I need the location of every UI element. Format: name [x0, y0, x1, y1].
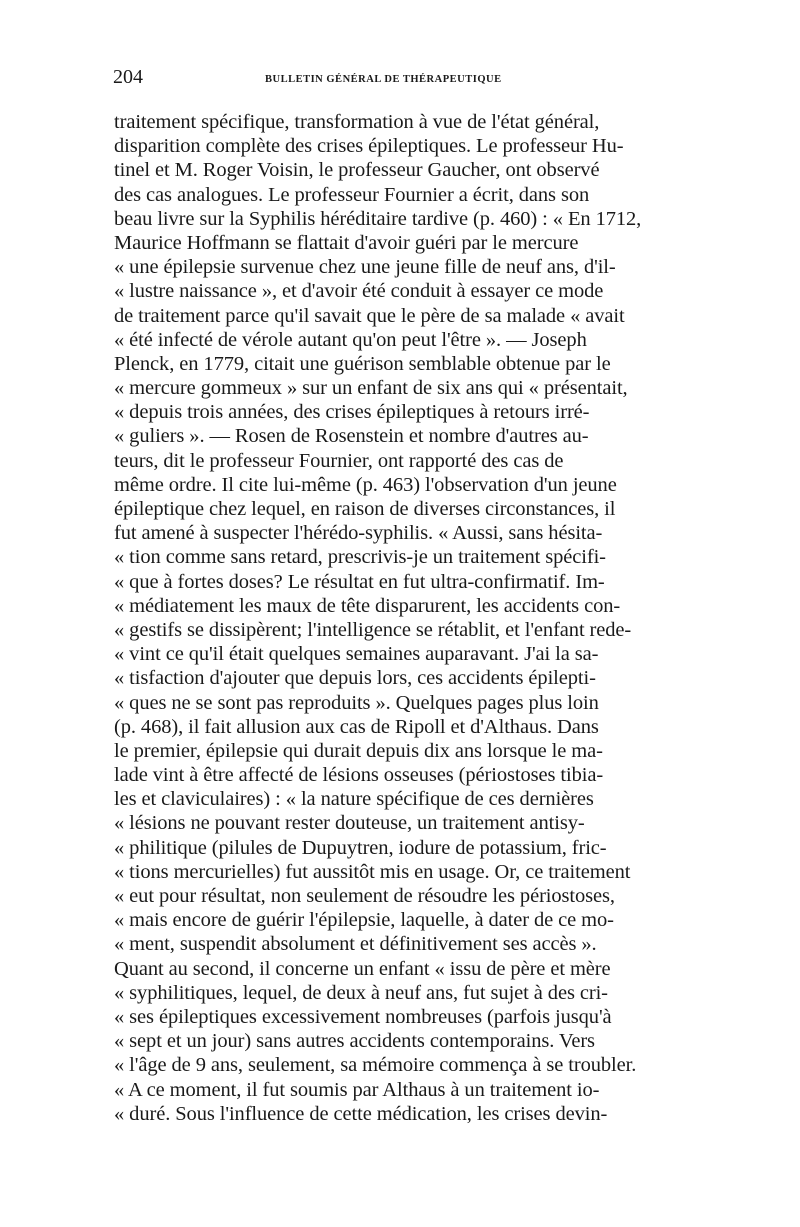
text-line: même ordre. Il cite lui-même (p. 463) l'observation d'un jeune [114, 473, 617, 496]
text-line: « gestifs se dissipèrent; l'intelligence se rétablit, et l'enfant rede- [114, 618, 632, 641]
text-line: traitement spécifique, transformation à vue de l'état général, [114, 111, 600, 133]
page-header [113, 66, 693, 96]
text-line: beau livre sur la Syphilis héréditaire tardive (p. 460) : « En 1712, [114, 207, 642, 230]
text-line: Quant au second, il concerne un enfant « issu de père et mère [114, 957, 611, 980]
text-line: fut amené à suspecter l'hérédo-syphilis. « Aussi, sans hésita- [114, 522, 603, 545]
text-line: « ment, suspendit absolument et définitivement ses accès ». [114, 933, 597, 956]
text-line: « depuis trois années, des crises épileptiques à retours irré- [114, 401, 590, 424]
text-line: Maurice Hoffmann se flattait d'avoir guéri par le mercure [114, 231, 579, 254]
text-line: « été infecté de vérole autant qu'on peut l'être ». — Joseph [114, 328, 587, 351]
text-line: disparition complète des crises épileptiques. Le professeur Hu- [114, 135, 624, 158]
text-line: « tisfaction d'ajouter que depuis lors, ces accidents épilepti- [114, 667, 596, 690]
text-line: tinel et M. Roger Voisin, le professeur Gaucher, ont observé [114, 159, 600, 182]
text-line: « mercure gommeux » sur un enfant de six ans qui « présentait, [114, 377, 628, 400]
text-line: « l'âge de 9 ans, seulement, sa mémoire commença à se troubler. [114, 1054, 637, 1077]
text-line: lade vint à être affecté de lésions osseuses (périostoses tibia- [114, 764, 604, 787]
text-line: « syphilitiques, lequel, de deux à neuf ans, fut sujet à des cri- [114, 981, 608, 1004]
text-line: « mais encore de guérir l'épilepsie, laquelle, à dater de ce mo- [114, 909, 614, 932]
text-line: « eut pour résultat, non seulement de résoudre les périostoses, [114, 885, 615, 907]
text-line: « guliers ». — Rosen de Rosenstein et nombre d'autres au- [114, 425, 589, 448]
text-line: « duré. Sous l'influence de cette médication, les crises devin- [114, 1102, 608, 1125]
text-line: de traitement parce qu'il savait que le père de sa malade « avait [114, 304, 625, 327]
text-line: « une épilepsie survenue chez une jeune fille de neuf ans, d'il- [114, 256, 616, 279]
text-line: Plenck, en 1779, citait une guérison semblable obtenue par le [114, 352, 611, 375]
page-number: 204 [113, 66, 143, 88]
text-line: « sept et un jour) sans autres accidents contemporains. Vers [114, 1030, 595, 1053]
text-line: « lustre naissance », et d'avoir été conduit à essayer ce mode [114, 280, 604, 303]
text-line: les et claviculaires) : « la nature spécifique de ces dernières [114, 788, 594, 811]
text-line: « médiatement les maux de tête disparurent, les accidents con- [114, 594, 621, 617]
body-text [114, 110, 694, 1126]
text-line: « tion comme sans retard, prescrivis-je un traitement spécifi- [114, 546, 606, 569]
text-line: « ques ne se sont pas reproduits ». Quelques pages plus loin [114, 691, 599, 714]
text-line: le premier, épilepsie qui durait depuis dix ans lorsque le ma- [114, 739, 603, 762]
text-line: des cas analogues. Le professeur Fournier a écrit, dans son [114, 183, 590, 206]
text-line: « que à fortes doses? Le résultat en fut ultra-confirmatif. Im- [114, 570, 605, 593]
text-line: épileptique chez lequel, en raison de diverses circonstances, il [114, 498, 616, 520]
running-title: BULLETIN GÉNÉRAL DE THÉRAPEUTIQUE [265, 74, 502, 85]
text-line: « tions mercurielles) fut aussitôt mis en usage. Or, ce traitement [114, 860, 631, 883]
text-line: « A ce moment, il fut soumis par Althaus à un traitement io- [114, 1078, 600, 1101]
text-line: « philitique (pilules de Dupuytren, iodure de potassium, fric- [114, 836, 607, 859]
text-line: « ses épileptiques excessivement nombreuses (parfois jusqu'à [114, 1005, 612, 1028]
text-line: teurs, dit le professeur Fournier, ont rapporté des cas de [114, 449, 564, 472]
text-line: (p. 468), il fait allusion aux cas de Ripoll et d'Althaus. Dans [114, 715, 599, 738]
text-line: « vint ce qu'il était quelques semaines auparavant. J'ai la sa- [114, 643, 599, 666]
text-line: « lésions ne pouvant rester douteuse, un traitement antisy- [114, 812, 585, 835]
